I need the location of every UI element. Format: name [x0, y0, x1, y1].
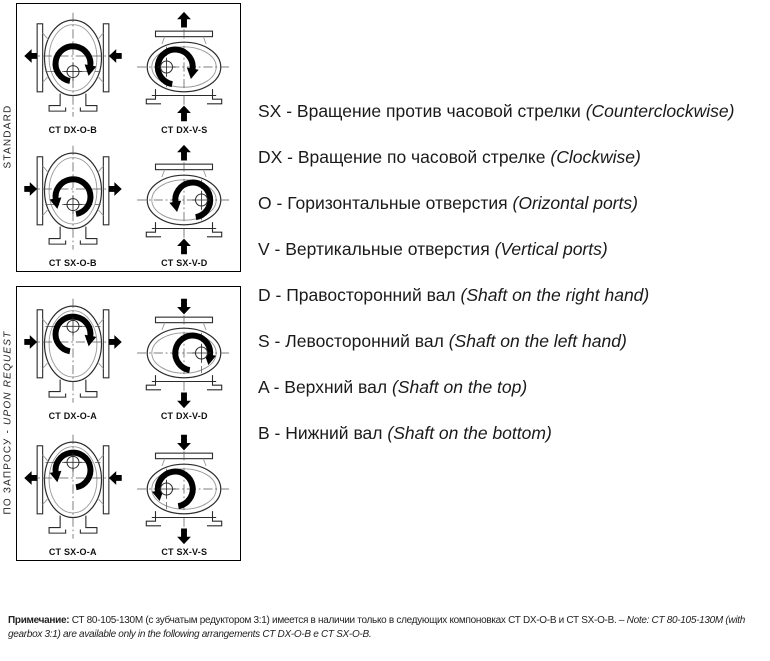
legend-ru: Нижний вал	[285, 423, 383, 443]
standard-arrangements-box	[16, 3, 241, 272]
legend-entry-v	[258, 238, 763, 261]
legend-code: B	[258, 423, 270, 443]
legend-ru: Правосторонний вал	[286, 285, 456, 305]
legend-entry-d	[258, 284, 763, 307]
pump-label: CT SX-O-B	[48, 258, 97, 268]
footnote-ru: СТ 80-105-130М (с зубчатым редуктором 3:1) имеется в наличии только в следующих компоновках СТ DX-O-B и СТ SX-O-B. –	[69, 615, 627, 626]
legend-entry-o	[258, 192, 763, 215]
pump-drawing-ct-sx-v-d	[132, 143, 236, 257]
diagram-ct-sx-o-b	[17, 138, 129, 272]
footnote-label: Примечание:	[8, 615, 70, 626]
diagram-ct-dx-o-b	[17, 4, 129, 138]
legend-code: V	[258, 239, 270, 259]
legend	[258, 100, 763, 468]
legend-entry-a	[258, 376, 763, 399]
legend-separator: -	[271, 193, 288, 213]
pump-drawing-ct-dx-o-b	[21, 10, 125, 124]
pump-label: CT SX-V-S	[161, 547, 208, 557]
legend-entry-dx	[258, 146, 763, 169]
legend-en: (Vertical ports)	[494, 239, 608, 259]
pump-drawing-ct-sx-o-a	[21, 432, 125, 546]
diagram-ct-sx-v-s	[129, 424, 241, 561]
legend-ru: Левосторонний вал	[285, 331, 444, 351]
legend-ru: Вращение против часовой стрелки	[296, 101, 581, 121]
standard-label-text: STANDARD	[2, 104, 13, 169]
legend-separator: -	[282, 147, 298, 167]
legend-separator: -	[268, 377, 285, 397]
legend-code: DX	[258, 147, 283, 167]
pump-label: CT SX-O-A	[48, 547, 97, 557]
pump-label: CT DX-V-D	[160, 410, 208, 421]
diagram-ct-dx-v-d	[129, 287, 241, 424]
legend-entry-sx	[258, 100, 763, 123]
legend-en: (Shaft on the bottom)	[387, 423, 552, 443]
upon-request-arrangements-box	[16, 286, 241, 561]
request-label-text: ПО ЗАПРОСУ -	[2, 424, 14, 515]
legend-ru: Верхний вал	[284, 377, 388, 397]
legend-separator: -	[269, 331, 286, 351]
legend-code: S	[258, 331, 270, 351]
legend-separator: -	[270, 285, 287, 305]
pump-label: CT DX-O-A	[48, 410, 97, 421]
legend-separator: -	[281, 101, 297, 121]
request-pump-grid	[17, 287, 240, 560]
diagram-ct-dx-o-a	[17, 287, 129, 424]
legend-separator: -	[269, 239, 286, 259]
diagram-ct-sx-v-d	[129, 138, 241, 272]
standard-side-label	[0, 3, 15, 270]
legend-en: (Orizontal ports)	[512, 193, 638, 213]
pump-drawing-ct-dx-o-a	[21, 296, 125, 410]
request-label-italic: UPON REQUEST	[2, 330, 14, 425]
legend-ru: Вращение по часовой стрелке	[297, 147, 546, 167]
pump-drawing-ct-dx-v-s	[132, 10, 236, 124]
legend-en: (Counterclockwise)	[585, 101, 735, 121]
legend-en: (Shaft on the right hand)	[460, 285, 650, 305]
footnote-en: Note: CT 80-105-130M (with gearbox 3:1) are available only in the following arrangements CT DX-O-B e CT SX-O-B.	[8, 615, 746, 640]
standard-pump-grid	[17, 4, 240, 271]
pump-drawing-ct-sx-v-s	[132, 432, 236, 546]
pump-label: CT DX-O-B	[48, 124, 97, 135]
legend-entry-s	[258, 330, 763, 353]
legend-code: SX	[258, 101, 282, 121]
legend-separator: -	[269, 423, 286, 443]
legend-entry-b	[258, 422, 763, 445]
legend-code: A	[258, 377, 269, 397]
pump-drawing-ct-dx-v-d	[132, 296, 236, 410]
legend-en: (Clockwise)	[550, 147, 641, 167]
legend-code: O	[258, 193, 272, 213]
legend-ru: Вертикальные отверстия	[285, 239, 490, 259]
diagram-ct-sx-o-a	[17, 424, 129, 561]
legend-en: (Shaft on the top)	[391, 377, 528, 397]
diagram-ct-dx-v-s	[129, 4, 241, 138]
pump-drawing-ct-sx-o-b	[21, 143, 125, 257]
legend-en: (Shaft on the left hand)	[448, 331, 627, 351]
upon-request-side-label	[0, 286, 15, 559]
pump-label: CT SX-V-D	[161, 258, 208, 268]
legend-ru: Горизонтальные отверстия	[287, 193, 508, 213]
footnote	[8, 614, 765, 642]
pump-label: CT DX-V-S	[161, 124, 208, 135]
legend-code: D	[258, 285, 271, 305]
